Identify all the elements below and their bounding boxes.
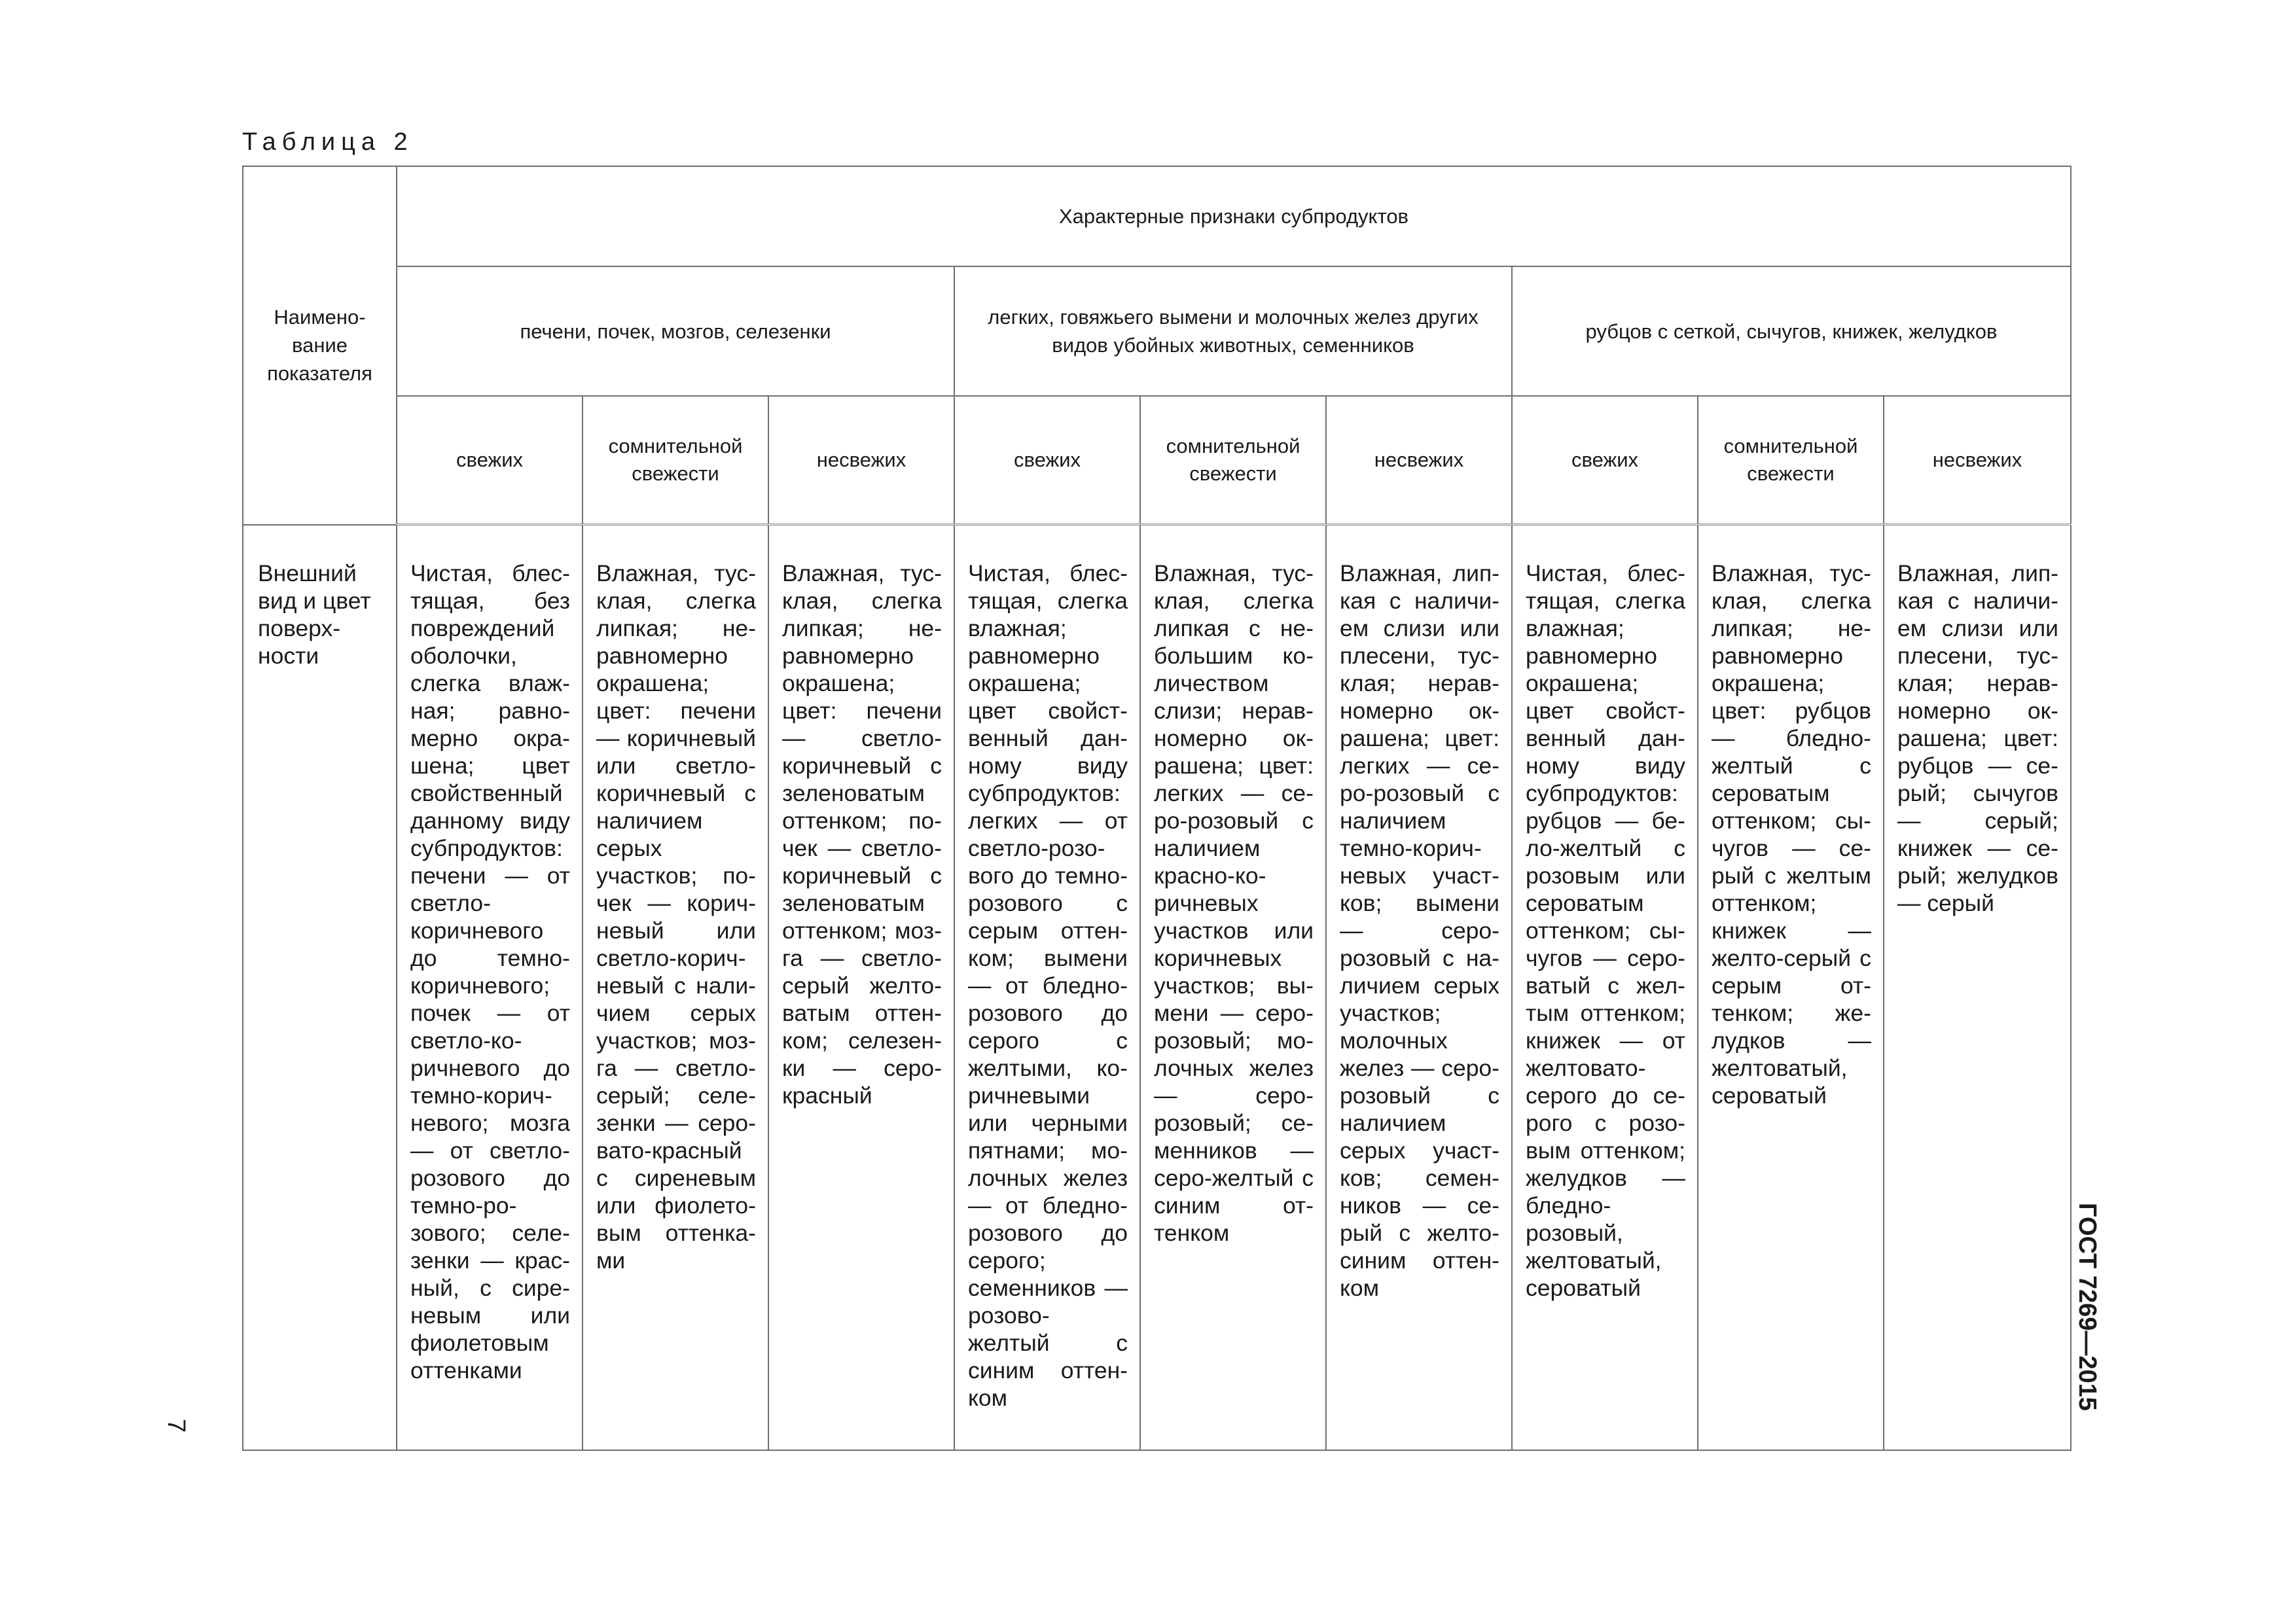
characteristics-table	[242, 166, 2072, 1451]
table-cell: Влажная, тусклая, слегка липкая; неравномерно окрашена; цвет: печени — светлокоричневый с зеленоватым оттенком; почек — светло-коричневый с зеленоватым оттенком; мозга — светлосерый желтоватым оттенком; селезенки — серокрасный	[768, 525, 954, 1451]
subheader-stale: несвежих	[1326, 396, 1512, 525]
group-header-rumen: рубцов с сеткой, сычугов, книжек, желудков	[1512, 266, 2071, 396]
subheader-fresh: свежих	[1512, 396, 1698, 525]
subheader-fresh: свежих	[397, 396, 583, 525]
main-header: Характерные признаки субпродуктов	[397, 166, 2071, 266]
table-cell: Чистая, блестящая, без повреждений оболочки, слегка влажная; равномерно окрашена; цвет свойственный данному виду субпродуктов: печени — от светло-коричневого до темно-коричневого; почек — от светло-коричневого до темно-коричневого; мозга — от светло-розового до темно-розового; селезенки — красный, с сиреневым или фиолетовым оттенками	[397, 525, 583, 1451]
subheader-stale: несвежих	[1884, 396, 2071, 525]
table-cell: Чистая, блестящая, слегка влажная; равномерно окрашена; цвет свойственный данному виду субпродуктов: легких — от светло-розового до темно-розового с серым оттенком; вымени — от бледно-розового до серого с желтыми, коричневыми или черными пятнами; молочных желез — от бледно-розового до серого; семенников — розово-желтый с синим оттенком	[954, 525, 1140, 1451]
table-cell: Влажная, липкая с наличием слизи или плесени, тусклая; неравномерно окрашена; цвет: легких — серо-розовый с наличием темно-коричневых участков; вымени — серорозовый с наличием серых участков; молочных желез — серо-розовый с наличием серых участков; семенников — серый с желтосиним оттенком	[1326, 525, 1512, 1451]
subheader-fresh: свежих	[954, 396, 1140, 525]
row-name-cell: Внешний вид и цвет поверхности	[243, 525, 397, 1451]
page-number: 7	[162, 1419, 190, 1433]
table-cell: Влажная, тусклая, слегка липкая с небольшим количеством слизи; неравномерно окрашена; цвет: легких — серо-розовый с наличием красно-коричневых участков или коричневых участков; вымени — серорозовый; молочных желез — серорозовый; семенников — серо-желтый с синим оттенком	[1140, 525, 1326, 1451]
group-header-lungs: легких, говяжьего вымени и молочных желез других видов убойных животных, семенников	[954, 266, 1512, 396]
row-name-header	[243, 166, 397, 525]
group-header-liver: печени, почек, мозгов, селезенки	[397, 266, 954, 396]
table-cell: Влажная, липкая с наличием слизи или плесени, тусклая; неравномерно окрашена; цвет: рубцов — серый; сычугов — серый; книжек — серый; желудков — серый	[1884, 525, 2071, 1451]
subheader-doubtful: сомнительной свежести	[1698, 396, 1884, 525]
table-cell: Чистая, блестящая, слегка влажная; равномерно окрашена; цвет свойственный данному виду субпродуктов: рубцов — бело-желтый с розовым или сероватым оттенком; сычугов — сероватый с желтым оттенком; книжек — от желтоватосерого до серого с розовым оттенком; желудков — бледно-розовый, желтоватый, сероватый	[1512, 525, 1698, 1451]
table-cell: Влажная, тусклая, слегка липкая; неравномерно окрашена; цвет: печени — коричневый или светло-коричневый с наличием серых участков; почек — коричневый или светло-коричневый с наличием серых участков; мозга — светлосерый; селезенки — серовато-красный с сиреневым или фиолетовым оттенками	[583, 525, 768, 1451]
document-code: ГОСТ 7269—2015	[2073, 1203, 2101, 1411]
subheader-doubtful: сомнительной свежести	[1140, 396, 1326, 525]
subheader-doubtful: сомнительной свежести	[583, 396, 768, 525]
table-cell: Влажная, тусклая, слегка липкая; неравномерно окрашена; цвет: рубцов — бледно-желтый с сероватым оттенком; сычугов — серый с желтым оттенком; книжек — желто-серый с серым оттенком; желудков — желтоватый, сероватый	[1698, 525, 1884, 1451]
table-caption: Таблица 2	[242, 128, 414, 156]
subheader-stale: несвежих	[768, 396, 954, 525]
table-row	[243, 525, 2071, 1451]
row-name-header-text: Наимено- вание показателя	[267, 306, 372, 385]
